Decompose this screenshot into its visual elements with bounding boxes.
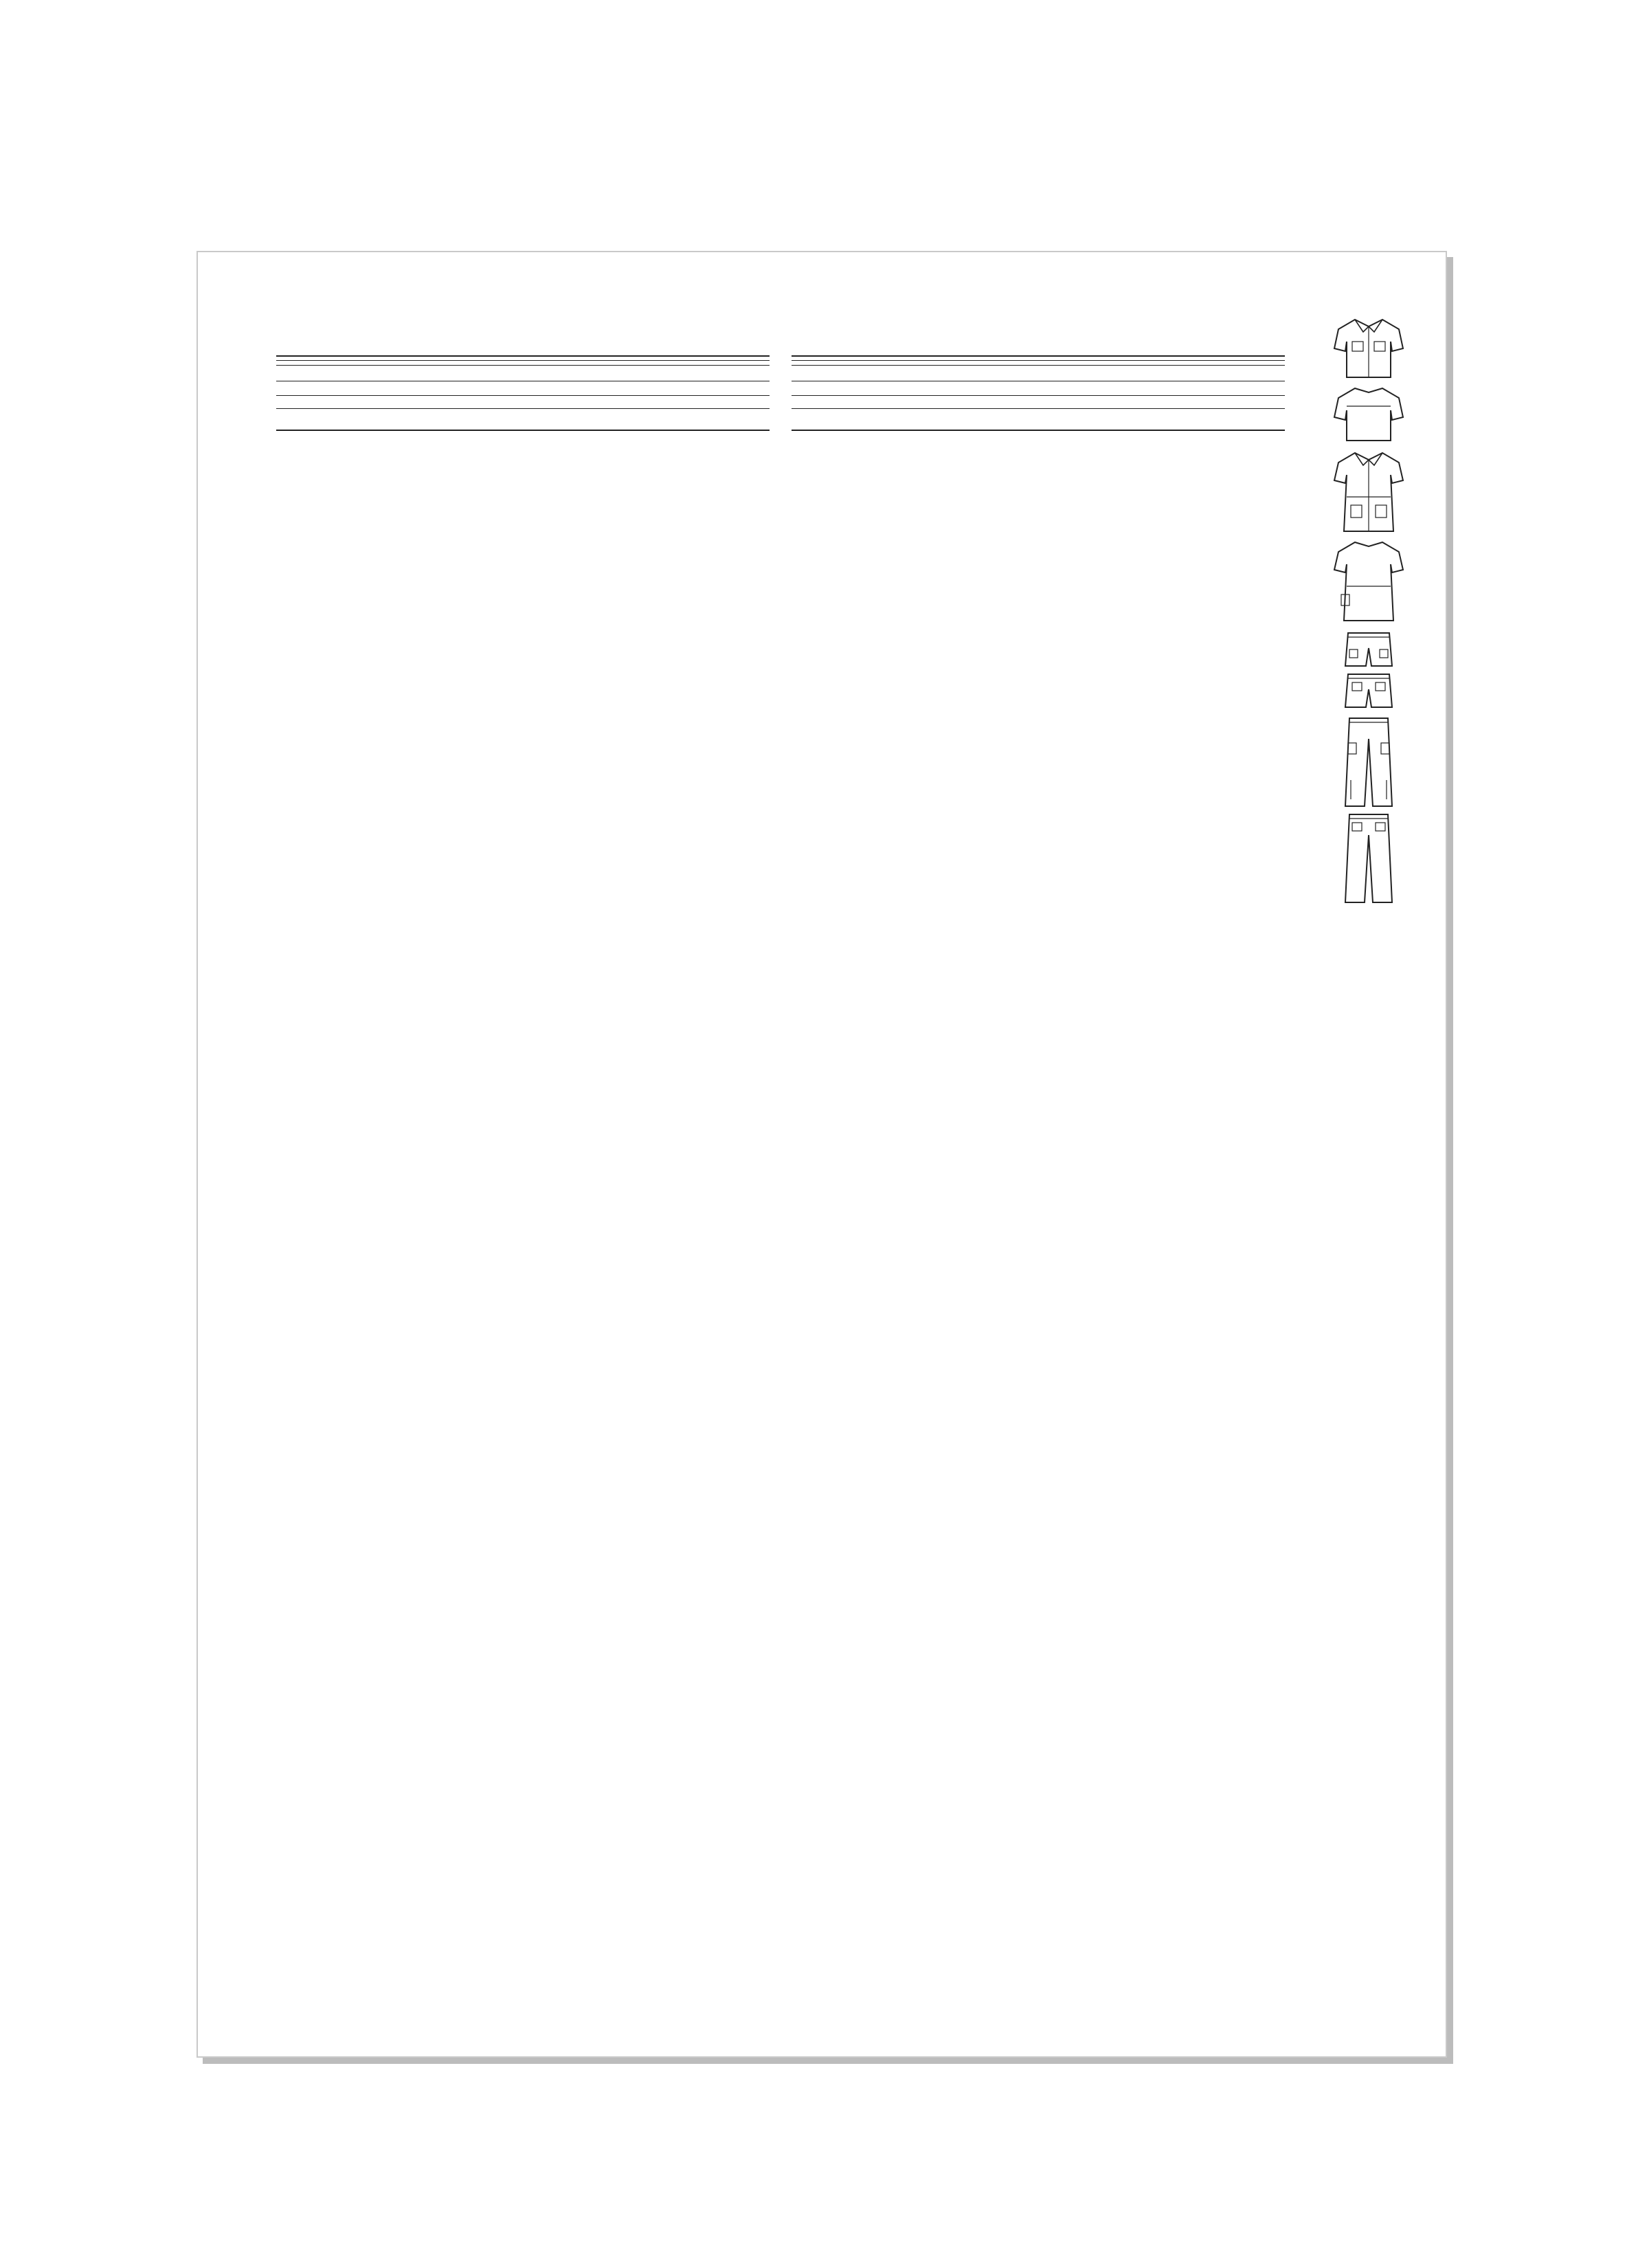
view-illustrations — [1327, 314, 1424, 909]
french-header — [792, 314, 1285, 357]
fabric-width — [884, 381, 936, 395]
body-measurements-heading — [276, 396, 770, 408]
table-cell — [420, 381, 482, 395]
shorts-c-front-icon — [1327, 629, 1410, 670]
unit — [1238, 381, 1285, 395]
row-label — [792, 381, 884, 395]
sizes-row — [276, 381, 770, 396]
table-cell — [606, 381, 668, 395]
fabric-width — [369, 381, 420, 395]
pattern-envelope-back — [197, 251, 1447, 2058]
suggested-fabrics — [276, 361, 770, 366]
shorts-c-back-icon — [1327, 670, 1410, 711]
english-column — [276, 314, 770, 445]
finished-measurements-heading — [792, 408, 1285, 421]
dress-b-back-icon — [1327, 537, 1410, 626]
notions — [276, 366, 770, 381]
suggested-fabrics — [792, 361, 1285, 366]
table-cell — [936, 381, 998, 395]
pants-d-back-icon — [1327, 810, 1410, 907]
shirt-a-back-icon — [1327, 383, 1410, 445]
french-column — [792, 314, 1285, 445]
table-cell — [1121, 381, 1183, 395]
pants-d-front-icon — [1327, 714, 1410, 810]
sizes-row — [792, 381, 1285, 396]
table-cell — [482, 381, 544, 395]
body-measurements-heading — [792, 396, 1285, 408]
english-header — [276, 314, 770, 357]
shirt-a-front-icon — [1327, 314, 1410, 383]
footnotes — [276, 430, 770, 445]
notions — [792, 366, 1285, 381]
table-cell — [1183, 381, 1238, 395]
table-cell — [544, 381, 606, 395]
table-cell — [998, 381, 1059, 395]
dress-b-front-icon — [1327, 447, 1410, 537]
row-label — [276, 381, 369, 395]
unit — [723, 381, 770, 395]
finished-measurements-heading — [276, 408, 770, 421]
table-cell — [1059, 381, 1121, 395]
footnotes — [792, 430, 1285, 445]
table-cell — [668, 381, 723, 395]
